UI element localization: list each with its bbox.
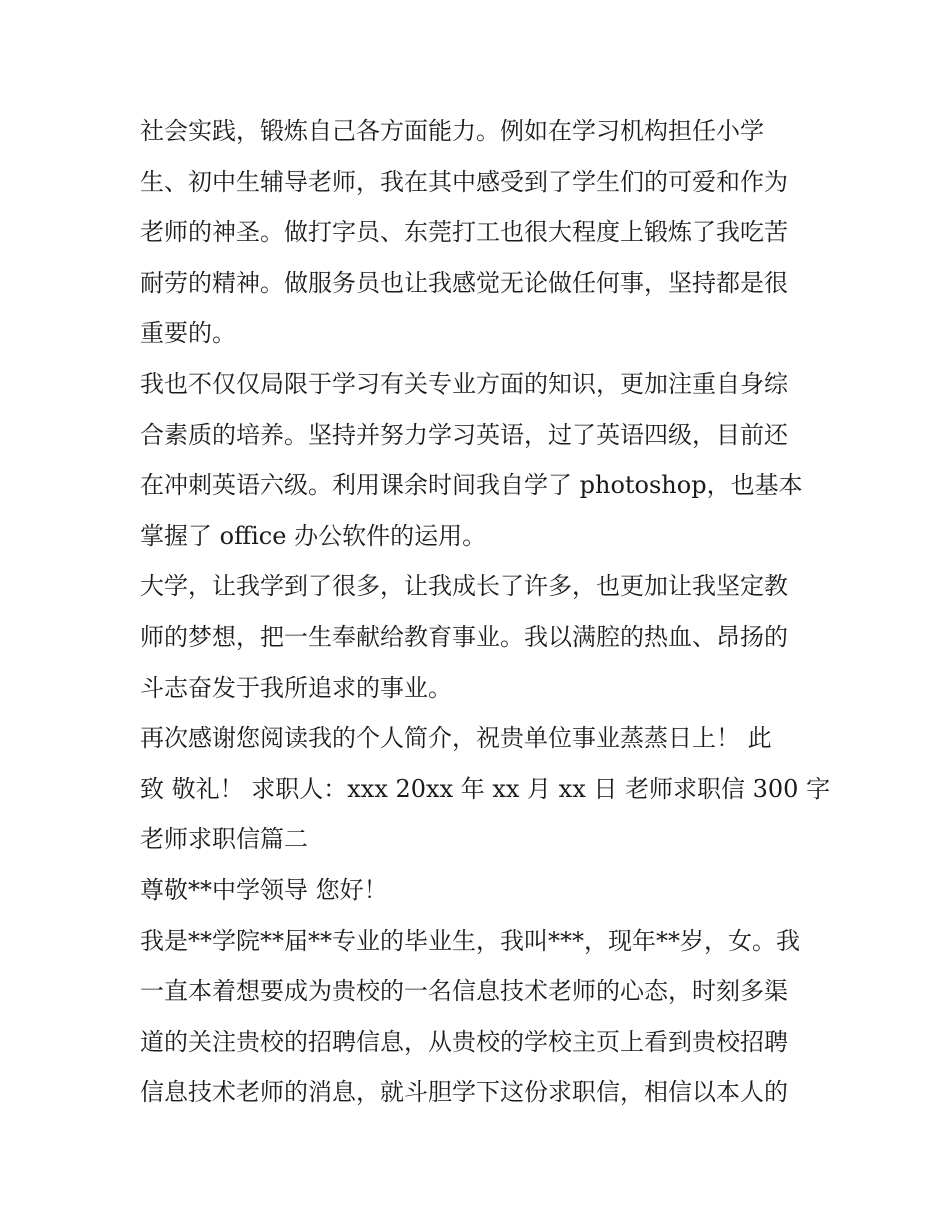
- text-line: 生、初中生辅导老师，我在其中感受到了学生们的可爱和作为: [140, 167, 788, 196]
- section-heading: 老师求职信篇二: [140, 825, 308, 854]
- text-line: 道的关注贵校的招聘信息，从贵校的学校主页上看到贵校招聘: [140, 1027, 788, 1056]
- text-line: 师的梦想，把一生奉献给教育事业。我以满腔的热血、昂扬的: [140, 622, 788, 651]
- text-line: 社会实践，锻炼自己各方面能力。例如在学习机构担任小学: [140, 117, 764, 145]
- text-line: 耐劳的精神。做服务员也让我感觉无论做任何事，坚持都是很: [140, 268, 788, 297]
- text-line: 致 敬礼！ 求职人：xxx 20xx 年 xx 月 xx 日 老师求职信 300 字: [140, 774, 831, 803]
- text-line: 再次感谢您阅读我的个人简介，祝贵单位事业蒸蒸日上！ 此: [140, 724, 772, 753]
- text-line: 斗志奋发于我所追求的事业。: [140, 673, 452, 702]
- text-line: 在冲刺英语六级。利用课余时间我自学了 photoshop，也基本: [140, 471, 803, 500]
- text-line: 一直本着想要成为贵校的一名信息技术老师的心态，时刻多渠: [140, 977, 788, 1006]
- salutation: 尊敬**中学领导 您好！: [140, 875, 388, 904]
- text-line: 老师的神圣。做打字员、东莞打工也很大程度上锻炼了我吃苦: [140, 218, 788, 247]
- document-body: [140, 106, 831, 1118]
- text-line: 大学，让我学到了很多，让我成长了许多，也更加让我坚定教: [140, 572, 788, 601]
- text-line: 我是**学院**届**专业的毕业生，我叫***，现年**岁，女。我: [140, 926, 800, 955]
- text-line: 信息技术老师的消息，就斗胆学下这份求职信，相信以本人的: [140, 1078, 788, 1107]
- text-line: 重要的。: [140, 319, 236, 348]
- text-line: 我也不仅仅局限于学习有关专业方面的知识，更加注重自身综: [140, 369, 788, 398]
- text-line: 掌握了 office 办公软件的运用。: [140, 521, 487, 550]
- text-line: 合素质的培养。坚持并努力学习英语，过了英语四级，目前还: [140, 420, 788, 449]
